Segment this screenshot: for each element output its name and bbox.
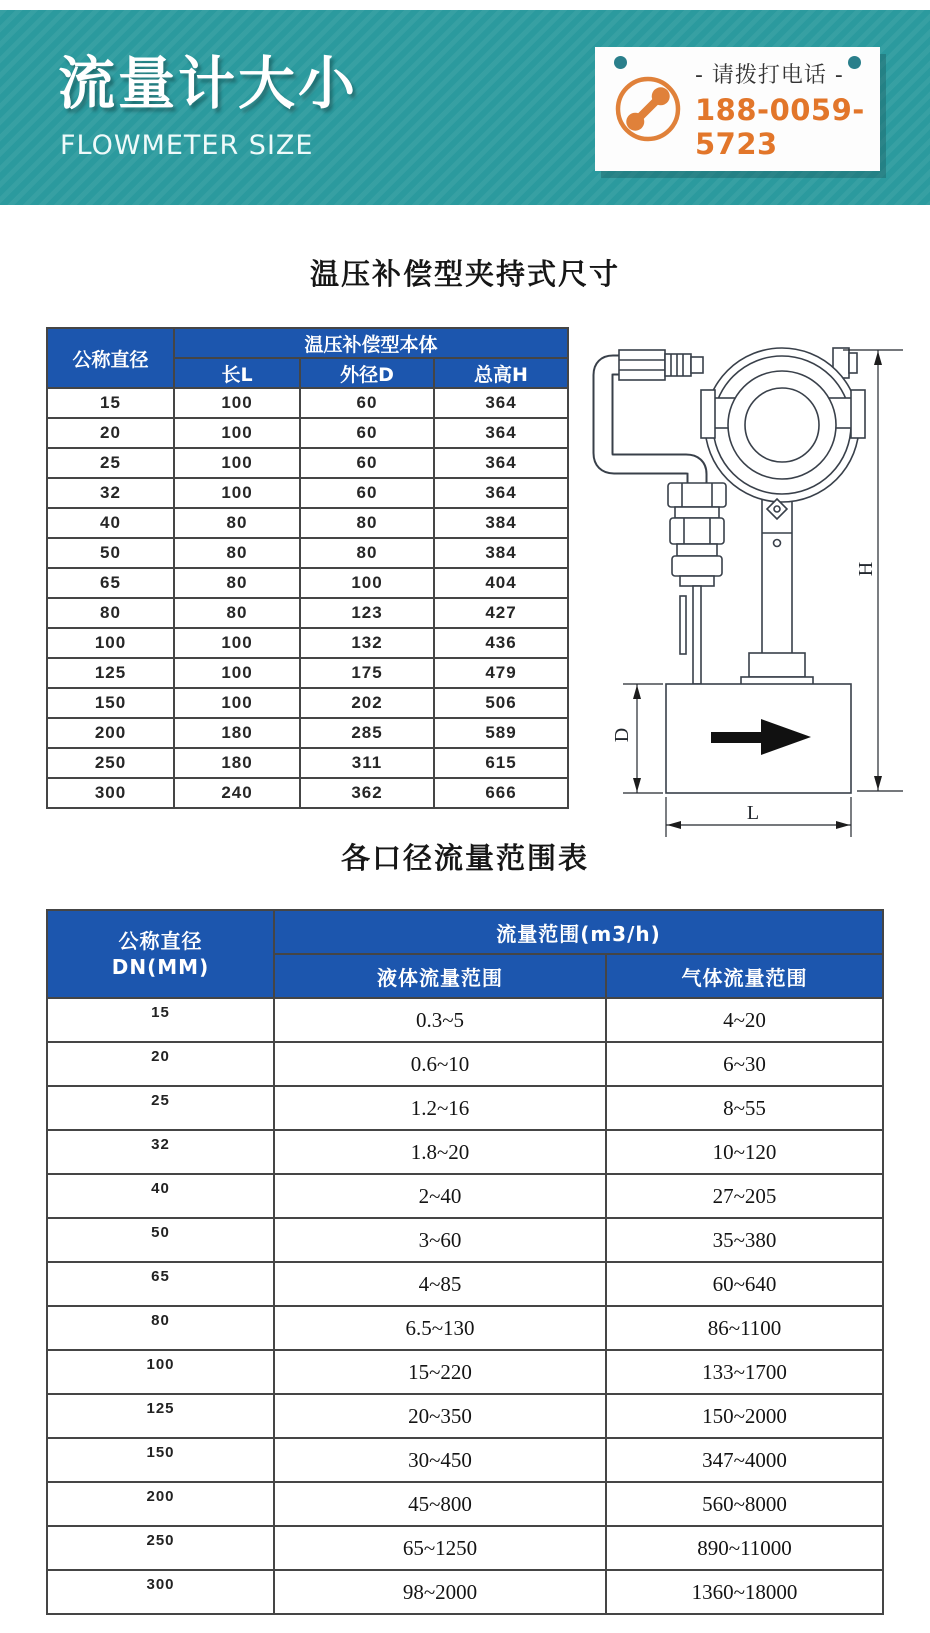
table-cell: 589 [434,718,568,748]
table-row [47,1262,883,1306]
table-cell: 100 [300,568,434,598]
table-cell: 250 [47,748,174,778]
pin-dot-right [848,56,861,69]
table-cell: 15 [47,998,274,1042]
header-flow-range-group: 流量范围(m3/h) [274,910,883,954]
section2-title: 各口径流量范围表 [340,841,589,875]
table-row [47,1130,883,1174]
table-header-row [47,328,568,358]
table-cell: 20~350 [274,1394,606,1438]
header-body-group: 温压补偿型本体 [174,328,568,358]
table-cell: 45~800 [274,1482,606,1526]
table-cell: 65 [47,1262,274,1306]
table-cell: 2~40 [274,1174,606,1218]
table-cell: 311 [300,748,434,778]
table-cell: 65~1250 [274,1526,606,1570]
table-row [47,778,568,808]
table-cell: 4~20 [606,998,883,1042]
table-cell: 0.6~10 [274,1042,606,1086]
table-cell: 200 [47,1482,274,1526]
table-cell: 4~85 [274,1262,606,1306]
header-total-height-h: 总高H [434,358,568,388]
table-cell: 100 [174,418,300,448]
header-length-l: 长L [174,358,300,388]
product-spec-page [0,10,930,1633]
table-cell: 65 [47,568,174,598]
table-cell: 50 [47,538,174,568]
table-cell: 80 [47,598,174,628]
dimension-table [46,327,569,809]
dimension-label-d: D [611,727,633,743]
table-cell: 125 [47,658,174,688]
table-cell: 40 [47,508,174,538]
table-cell: 150~2000 [606,1394,883,1438]
table-cell: 133~1700 [606,1350,883,1394]
table-cell: 30~450 [274,1438,606,1482]
table-cell: 100 [174,388,300,418]
table-cell: 123 [300,598,434,628]
table-cell: 80 [300,508,434,538]
table-cell: 362 [300,778,434,808]
table-cell: 200 [47,718,174,748]
table-cell: 6.5~130 [274,1306,606,1350]
table-cell: 890~11000 [606,1526,883,1570]
table-row [47,478,568,508]
table-row [47,1350,883,1394]
table-row [47,388,568,418]
table-cell: 0.3~5 [274,998,606,1042]
header-outer-diameter-d: 外径D [300,358,434,388]
table-cell: 80 [174,598,300,628]
table-cell: 60 [300,448,434,478]
table-cell: 150 [47,1438,274,1482]
table-cell: 100 [47,1350,274,1394]
section1 [46,327,930,827]
table-cell: 35~380 [606,1218,883,1262]
table-cell: 427 [434,598,568,628]
table-cell: 100 [174,448,300,478]
table-row [47,598,568,628]
flowmeter-technical-drawing [563,311,928,841]
phone-handset-icon [611,72,685,146]
table-cell: 60 [300,418,434,448]
phone-card [595,47,880,171]
table-cell: 180 [174,748,300,778]
table-cell: 404 [434,568,568,598]
table-cell: 250 [47,1526,274,1570]
header-nominal-diameter: 公称直径 [47,328,174,388]
table-cell: 300 [47,778,174,808]
header-nominal-diameter-text: 公称直径 [118,929,203,953]
table-cell: 25 [47,1086,274,1130]
table-cell: 125 [47,1394,274,1438]
table-cell: 100 [174,628,300,658]
table-cell: 3~60 [274,1218,606,1262]
table-cell: 100 [174,478,300,508]
table-cell: 80 [174,568,300,598]
table-cell: 175 [300,658,434,688]
table-row [47,568,568,598]
table-row [47,628,568,658]
page-subtitle: FLOWMETER SIZE [60,130,314,161]
table-row [47,448,568,478]
table-row [47,1218,883,1262]
table-cell: 364 [434,448,568,478]
table-row [47,998,883,1042]
table-cell: 180 [174,718,300,748]
flow-range-table-body [47,998,883,1614]
table-cell: 100 [174,688,300,718]
table-cell: 20 [47,1042,274,1086]
table-cell: 60 [300,478,434,508]
table-row [47,1306,883,1350]
header-gas-flow-range: 气体流量范围 [606,954,883,998]
table-cell: 50 [47,1218,274,1262]
table-cell: 132 [300,628,434,658]
table-cell: 364 [434,418,568,448]
dimension-label-h: H [855,561,877,577]
table-row [47,508,568,538]
dimension-label-l: L [746,802,760,824]
table-cell: 1360~18000 [606,1570,883,1614]
hero-banner [0,10,930,205]
header-dn-mm-text: DN(MM) [111,955,210,979]
table-cell: 8~55 [606,1086,883,1130]
table-row [47,1174,883,1218]
table-cell: 240 [174,778,300,808]
table-cell: 666 [434,778,568,808]
pin-dot-left [614,56,627,69]
section1-title: 温压补偿型夹持式尺寸 [309,257,620,291]
table-row [47,718,568,748]
table-cell: 364 [434,388,568,418]
table-cell: 6~30 [606,1042,883,1086]
phone-call-label: - 请拨打电话 - [695,62,844,88]
table-cell: 80 [174,508,300,538]
table-header-row [47,910,883,954]
table-cell: 60~640 [606,1262,883,1306]
table-cell: 100 [174,658,300,688]
flow-range-table [46,909,884,1615]
table-cell: 436 [434,628,568,658]
table-cell: 86~1100 [606,1306,883,1350]
table-cell: 40 [47,1174,274,1218]
table-row [47,688,568,718]
table-cell: 80 [47,1306,274,1350]
table-cell: 98~2000 [274,1570,606,1614]
table-row [47,1482,883,1526]
table-cell: 150 [47,688,174,718]
table-cell: 80 [174,538,300,568]
table-cell: 32 [47,1130,274,1174]
table-cell: 10~120 [606,1130,883,1174]
table-cell: 615 [434,748,568,778]
table-cell: 100 [47,628,174,658]
table-cell: 560~8000 [606,1482,883,1526]
table-row [47,1042,883,1086]
table-cell: 285 [300,718,434,748]
table-row [47,658,568,688]
table-cell: 384 [434,538,568,568]
table-row [47,1086,883,1130]
table-row [47,418,568,448]
phone-number: 188-0059-5723 [695,92,865,161]
dimension-table-body [47,388,568,808]
table-row [47,538,568,568]
table-cell: 506 [434,688,568,718]
table-cell: 32 [47,478,174,508]
table-cell: 364 [434,478,568,508]
table-cell: 300 [47,1570,274,1614]
table-cell: 25 [47,448,174,478]
table-row [47,748,568,778]
header-liquid-flow-range: 液体流量范围 [274,954,606,998]
table-cell: 15 [47,388,174,418]
table-row [47,1394,883,1438]
table-row [47,1438,883,1482]
page-title: 流量计大小 [58,51,358,117]
header-nominal-diameter-dn [47,910,274,998]
table-row [47,1570,883,1614]
table-row [47,1526,883,1570]
table-cell: 27~205 [606,1174,883,1218]
table-cell: 15~220 [274,1350,606,1394]
table-cell: 1.2~16 [274,1086,606,1130]
table-cell: 384 [434,508,568,538]
table-cell: 60 [300,388,434,418]
table-cell: 20 [47,418,174,448]
table-cell: 202 [300,688,434,718]
table-cell: 347~4000 [606,1438,883,1482]
table-cell: 1.8~20 [274,1130,606,1174]
table-cell: 80 [300,538,434,568]
table-cell: 479 [434,658,568,688]
